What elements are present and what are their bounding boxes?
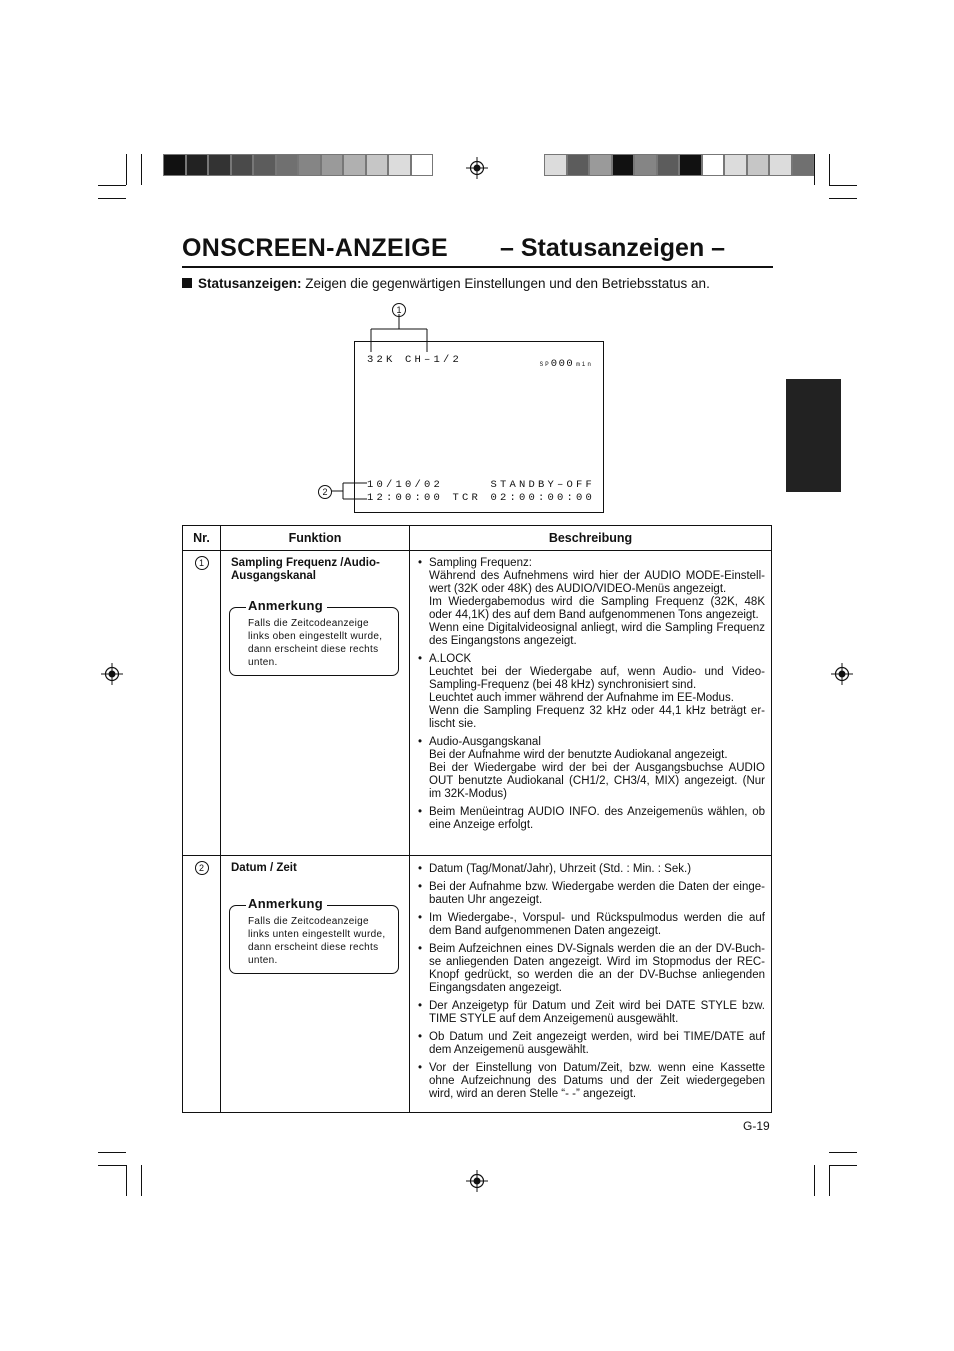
list-item: • Ob Datum und Zeit angezeigt werden, wird bei TIME/DATE auf dem Anzeigemenü ausgewählt. — [418, 1031, 765, 1057]
calibration-swatch — [769, 154, 792, 176]
list-item: • Im Wiedergabe-, Vorspul- und Rückspulmodus werden die auf dem Band aufgenommenen Daten angezeigt. — [418, 912, 765, 938]
note-box — [229, 896, 399, 974]
note-text: Falls die Zeitcodeanzeige links oben eingestellt wurde, dann erscheint diese rechts unten. — [248, 618, 383, 668]
calibration-swatch — [208, 154, 231, 176]
header-beschreibung: Beschreibung — [410, 526, 772, 551]
calibration-bar-left — [163, 154, 433, 176]
time-readout: 12:00:00 — [367, 492, 444, 504]
calibration-swatch — [411, 154, 434, 176]
beschreibung-cell — [410, 856, 772, 1113]
function-table — [182, 525, 772, 1113]
calibration-swatch — [388, 154, 411, 176]
tape-mode: SP — [539, 361, 551, 368]
table-row — [183, 856, 772, 1113]
header-nr: Nr. — [183, 526, 221, 551]
list-item: • Beim Menüeintrag AUDIO INFO. des Anzeigemenüs wählen, ob eine Anzeige erfolgt. — [418, 806, 765, 832]
tape-unit: min — [576, 361, 593, 368]
calibration-swatch — [792, 154, 815, 176]
table-header-row — [183, 526, 772, 551]
row-number: 2 — [195, 861, 209, 875]
calibration-swatch — [321, 154, 344, 176]
square-bullet-icon — [182, 278, 192, 288]
calibration-swatch — [253, 154, 276, 176]
registration-mark-icon — [466, 157, 488, 179]
callout-number-1: 1 — [392, 303, 406, 317]
audio-info-readout: 32K CH–1/2 — [367, 354, 463, 366]
calibration-swatch — [343, 154, 366, 176]
page-number: G-19 — [743, 1119, 770, 1133]
intro-label: Statusanzeigen: — [198, 276, 302, 291]
monitor-screen — [354, 341, 604, 513]
callout-number-2: 2 — [318, 485, 332, 499]
standby-status: STANDBY–OFF — [490, 479, 595, 491]
intro-paragraph — [182, 276, 710, 291]
list-item: • Der Anzeigetyp für Datum und Zeit wird bei DATE STYLE bzw. TIME STYLE auf dem Anzeigemenü ausgewählt. — [418, 1000, 765, 1026]
section-tab — [786, 379, 841, 492]
funktion-cell — [221, 856, 410, 1113]
calibration-swatch — [276, 154, 299, 176]
row-number-cell — [183, 856, 221, 1113]
list-item: • Sampling Frequenz: Während des Aufnehmens wird hier der AUDIO MODE-Einstell-wert (32K oder 48K) des AUDIO/VIDEO-Menüs angezeigt. Im Wiedergabemodus wird die Sampling Frequenz (32K, 48K oder 44,1K) des auf dem Band aufgenommenen Tons angezeigt. Wenn eine Digitalvideosignal anliegt, wird die Sampling Frequenz des Eingangstons angezeigt. — [418, 557, 765, 648]
registration-mark-icon — [101, 663, 123, 685]
calibration-swatch — [724, 154, 747, 176]
page-subtitle: – Statusanzeigen – — [500, 234, 726, 262]
calibration-bar-right — [544, 154, 814, 176]
note-box — [229, 598, 399, 676]
note-text: Falls die Zeitcodeanzeige links unten eingestellt wurde, dann erscheint diese rechts unten. — [248, 916, 386, 966]
calibration-swatch — [747, 154, 770, 176]
calibration-swatch — [679, 154, 702, 176]
row-number-cell — [183, 551, 221, 856]
calibration-swatch — [231, 154, 254, 176]
row-number: 1 — [195, 556, 209, 570]
intro-text: Zeigen die gegenwärtigen Einstellungen und den Betriebsstatus an. — [301, 276, 710, 291]
description-list — [410, 856, 771, 1112]
calibration-swatch — [634, 154, 657, 176]
registration-mark-icon — [466, 1170, 488, 1192]
list-item: • A.LOCK Leuchtet bei der Wiedergabe auf, wenn Audio- und Video-Sampling-Frequenz (bei 48 kHz) synchronisiert sind. Leuchtet auch immer während der Aufnahme im EE-Modus. Wenn die Sampling Frequenz 32 kHz oder 44,1 kHz beträgt er-lischt sie. — [418, 653, 765, 731]
list-item: • Vor der Einstellung von Datum/Zeit, bzw. wenn eine Kassette ohne Aufzeichnung des Datums und der Zeit wiedergegeben wird, wird an deren Stelle “- -” angezeigt. — [418, 1062, 765, 1101]
list-item: • Audio-Ausgangskanal Bei der Aufnahme wird der benutzte Audiokanal angezeigt. Bei der Wiedergabe wird der bei der Ausgangsbuchse AUDIO OUT benutzte Audiokanal (CH1/2, CH3/4, MIX) angezeigt. (Nur im 32K-Modus) — [418, 736, 765, 801]
list-item: • Bei der Aufnahme bzw. Wiedergabe werden die Daten der einge-bauten Uhr angezeigt. — [418, 881, 765, 907]
funktion-cell — [221, 551, 410, 856]
note-title: Anmerkung — [246, 599, 327, 612]
calibration-swatch — [657, 154, 680, 176]
registration-mark-icon — [831, 663, 853, 685]
calibration-swatch — [567, 154, 590, 176]
page-title: ONSCREEN-ANZEIGE — [182, 234, 448, 262]
calibration-swatch — [186, 154, 209, 176]
funktion-label: Sampling Frequenz /Audio-Ausgangskanal — [231, 557, 380, 582]
calibration-swatch — [589, 154, 612, 176]
note-title: Anmerkung — [246, 897, 327, 910]
description-list — [410, 551, 771, 843]
calibration-swatch — [612, 154, 635, 176]
date-readout: 10/10/02 — [367, 479, 444, 491]
calibration-swatch — [544, 154, 567, 176]
funktion-label: Datum / Zeit — [231, 862, 297, 874]
timecode-readout: TCR 02:00:00:00 — [452, 492, 595, 504]
calibration-swatch — [298, 154, 321, 176]
list-item: • Beim Aufzeichnen eines DV-Signals werden die an der DV-Buch-se anliegenden Daten angezeigt. Wird im Stopmodus der REC-Knopf gedrückt, so werden die an der DV-Buchse anliegenden Eingangsdaten angezeigt. — [418, 943, 765, 995]
list-item: • Datum (Tag/Monat/Jahr), Uhrzeit (Std. : Min. : Sek.) — [418, 863, 765, 876]
header-funktion: Funktion — [221, 526, 410, 551]
table-row — [183, 551, 772, 856]
calibration-swatch — [366, 154, 389, 176]
tape-remaining-readout — [540, 353, 593, 371]
tape-remain-value: 000 — [550, 358, 575, 370]
beschreibung-cell — [410, 551, 772, 856]
calibration-swatch — [163, 154, 186, 176]
calibration-swatch — [702, 154, 725, 176]
title-divider — [182, 266, 773, 268]
callout-bracket-2 — [331, 480, 367, 504]
